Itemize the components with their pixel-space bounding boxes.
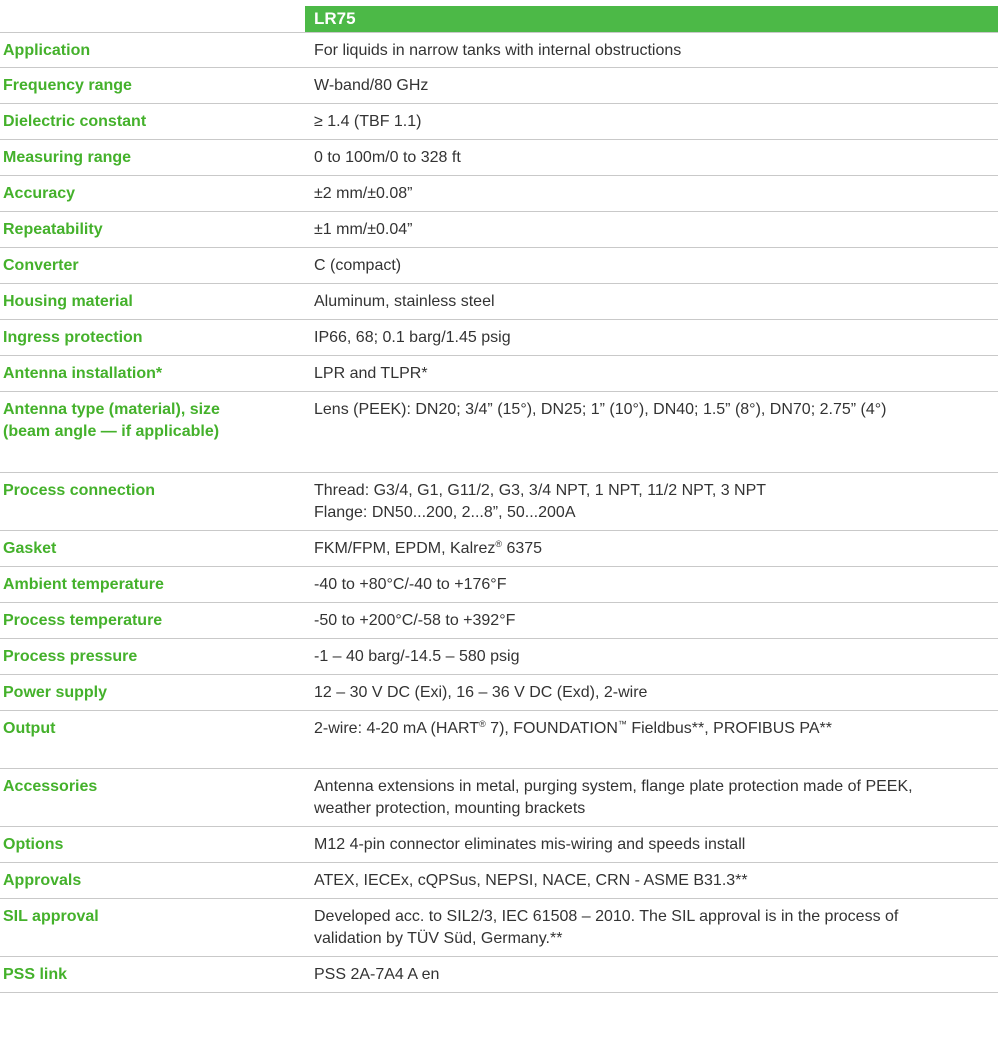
- table-row: [0, 284, 998, 320]
- spec-label-line: Application: [3, 42, 91, 59]
- table-row: [0, 675, 998, 711]
- spec-label: [3, 870, 301, 892]
- spec-label-line: SIL approval: [3, 908, 99, 925]
- spec-label-line: PSS link: [3, 966, 68, 983]
- spec-value-line: FKM/FPM, EPDM, Kalrez® 6375: [314, 539, 543, 557]
- spec-value-line: Aluminum, stainless steel: [314, 293, 495, 310]
- spec-value-line: ±2 mm/±0.08”: [314, 185, 413, 202]
- spec-value: [314, 574, 994, 596]
- spec-label-line: Antenna type (material), size: [3, 401, 220, 418]
- spec-value: [314, 327, 994, 349]
- table-row: [0, 104, 998, 140]
- spec-value-line: M12 4-pin connector eliminates mis-wiring and speeds install: [314, 836, 746, 853]
- table-row: [0, 603, 998, 639]
- spec-value-line: ±1 mm/±0.04”: [314, 221, 413, 238]
- table-row: [0, 531, 998, 567]
- spec-value-line: W-band/80 GHz: [314, 77, 429, 94]
- spec-label-line: Repeatability: [3, 221, 103, 238]
- spec-label: [3, 776, 301, 798]
- spec-label-line: Dielectric constant: [3, 113, 147, 130]
- table-row: [0, 320, 998, 356]
- spec-label: [3, 183, 301, 205]
- spec-label: [3, 363, 301, 385]
- table-row: [0, 32, 998, 68]
- spec-label: [3, 75, 301, 97]
- spec-label-line: Measuring range: [3, 149, 132, 166]
- table-row: [0, 68, 998, 104]
- spec-value-line: PSS 2A-7A4 A en: [314, 966, 440, 983]
- spec-label-line: Accuracy: [3, 185, 76, 202]
- spec-value: [314, 610, 994, 632]
- table-row: [0, 827, 998, 863]
- spec-label: [3, 906, 301, 928]
- spec-value: [314, 183, 994, 205]
- spec-label-line: Ambient temperature: [3, 576, 164, 593]
- spec-label-line: Approvals: [3, 872, 82, 889]
- spec-label: [3, 40, 301, 62]
- spec-label-line: Gasket: [3, 540, 57, 557]
- spec-value-line: Antenna extensions in metal, purging system, flange plate protection made of PEEK,: [314, 778, 913, 795]
- spec-value: [314, 718, 994, 740]
- spec-label: [3, 610, 301, 632]
- table-header: [0, 0, 998, 32]
- spec-label: [3, 480, 301, 502]
- spec-value-line: 2-wire: 4-20 mA (HART® 7), FOUNDATION™ Fieldbus**, PROFIBUS PA**: [314, 719, 832, 737]
- table-row: [0, 711, 998, 769]
- spec-value-line: weather protection, mounting brackets: [314, 800, 586, 817]
- spec-value: [314, 363, 994, 385]
- spec-label: [3, 538, 301, 560]
- spec-value: [314, 111, 994, 133]
- table-row: [0, 176, 998, 212]
- spec-label: [3, 219, 301, 241]
- spec-value: [314, 147, 994, 169]
- spec-label-line: Accessories: [3, 778, 98, 795]
- spec-label-line: Antenna installation*: [3, 365, 163, 382]
- spec-label-line: Process temperature: [3, 612, 163, 629]
- spec-value-line: -40 to +80°C/-40 to +176°F: [314, 576, 507, 593]
- spec-label-line: Process pressure: [3, 648, 138, 665]
- spec-value: [314, 75, 994, 97]
- spec-label: [3, 291, 301, 313]
- spec-label-line: Ingress protection: [3, 329, 143, 346]
- table-row: [0, 248, 998, 284]
- spec-value-line: For liquids in narrow tanks with internal obstructions: [314, 42, 682, 59]
- spec-label: [3, 646, 301, 668]
- spec-label-line: Housing material: [3, 293, 133, 310]
- spec-value-line: Developed acc. to SIL2/3, IEC 61508 – 2010. The SIL approval is in the process of: [314, 908, 899, 925]
- spec-value-line: 12 – 30 V DC (Exi), 16 – 36 V DC (Exd), 2-wire: [314, 684, 648, 701]
- spec-label: [3, 574, 301, 596]
- spec-value-line: C (compact): [314, 257, 402, 274]
- table-row: [0, 473, 998, 531]
- product-name-header: LR75: [305, 6, 998, 32]
- table-row: [0, 567, 998, 603]
- spec-value-line: -1 – 40 barg/-14.5 – 580 psig: [314, 648, 520, 665]
- spec-value-line: Thread: G3/4, G1, G11/2, G3, 3/4 NPT, 1 NPT, 11/2 NPT, 3 NPT: [314, 482, 767, 499]
- spec-value: [314, 646, 994, 668]
- spec-label-line: Options: [3, 836, 64, 853]
- table-row: [0, 899, 998, 957]
- spec-value: [314, 40, 994, 62]
- spec-label-line: Output: [3, 720, 56, 737]
- spec-value: [314, 480, 994, 524]
- spec-label: [3, 327, 301, 349]
- spec-value: [314, 834, 994, 856]
- spec-value: [314, 870, 994, 892]
- table-row: [0, 392, 998, 473]
- spec-label-line: Power supply: [3, 684, 108, 701]
- spec-value-line: ATEX, IECEx, cQPSus, NEPSI, NACE, CRN - ASME B31.3**: [314, 872, 748, 889]
- spec-value: [314, 906, 994, 950]
- spec-value-line: -50 to +200°C/-58 to +392°F: [314, 612, 516, 629]
- table-row: [0, 863, 998, 899]
- spec-label-line: Frequency range: [3, 77, 132, 94]
- spec-value-line: IP66, 68; 0.1 barg/1.45 psig: [314, 329, 511, 346]
- spec-value: [314, 255, 994, 277]
- spec-label: [3, 718, 301, 740]
- spec-value-line: LPR and TLPR*: [314, 365, 428, 382]
- spec-label: [3, 111, 301, 133]
- table-row: [0, 769, 998, 827]
- spec-label-line: Converter: [3, 257, 79, 274]
- spec-label: [3, 964, 301, 986]
- spec-value-line: Lens (PEEK): DN20; 3/4” (15°), DN25; 1” (10°), DN40; 1.5” (8°), DN70; 2.75” (4°): [314, 401, 887, 418]
- spec-value-line: 0 to 100m/0 to 328 ft: [314, 149, 461, 166]
- spec-value-line: validation by TÜV Süd, Germany.**: [314, 930, 563, 947]
- spec-label: [3, 399, 301, 443]
- table-row: [0, 212, 998, 248]
- spec-label: [3, 147, 301, 169]
- table-row: [0, 356, 998, 392]
- table-row: [0, 957, 998, 993]
- spec-value: [314, 399, 994, 421]
- spec-value: [314, 682, 994, 704]
- spec-value: [314, 291, 994, 313]
- spec-value: [314, 538, 994, 560]
- spec-value-line: ≥ 1.4 (TBF 1.1): [314, 113, 422, 130]
- spec-value: [314, 964, 994, 986]
- spec-label-line: (beam angle — if applicable): [3, 423, 220, 440]
- spec-value-line: Flange: DN50...200, 2...8”, 50...200A: [314, 504, 576, 521]
- spec-label: [3, 682, 301, 704]
- spec-value: [314, 219, 994, 241]
- spec-label-line: Process connection: [3, 482, 156, 499]
- spec-value: [314, 776, 994, 820]
- spec-rows: [0, 32, 998, 993]
- table-row: [0, 140, 998, 176]
- spec-label: [3, 255, 301, 277]
- table-row: [0, 639, 998, 675]
- spec-label: [3, 834, 301, 856]
